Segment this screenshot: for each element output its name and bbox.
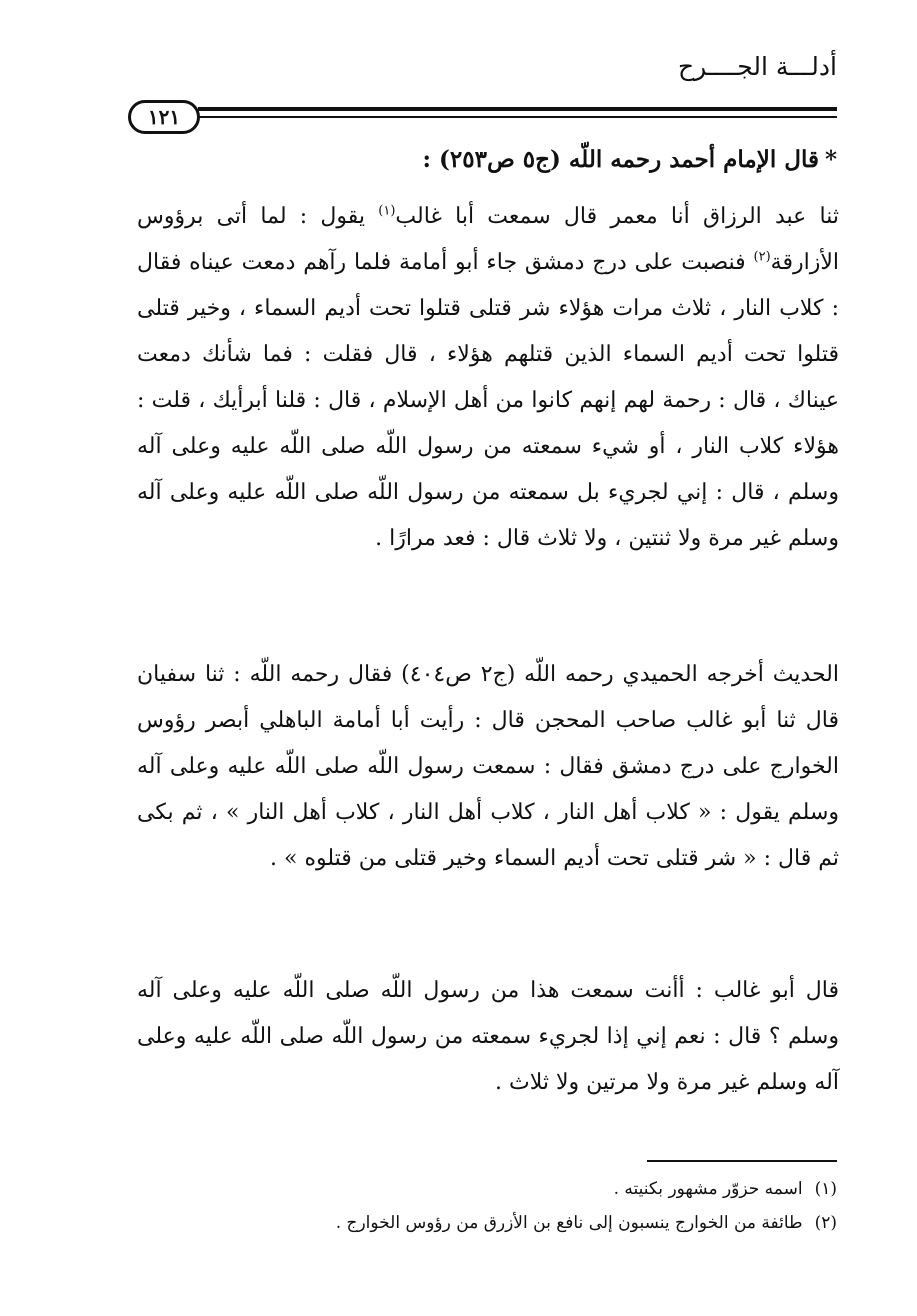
footnote-separator [647, 1160, 837, 1162]
footnote-1 [117, 1172, 837, 1206]
footnote-ref-2: (٢) [753, 249, 771, 265]
footnote-1-text: اسمه حزوّر مشهور بكنيته . [613, 1179, 803, 1199]
page-number: ١٢١ [128, 100, 200, 134]
paragraph-2: الحديث أخرجه الحميدي رحمه اللّه (ج٢ ص٤٠٤) فقال رحمه اللّه : ثنا سفيان قال ثنا أبو غالب صاحب المحجن قال : رأيت أبا أمامة الباهلي أبصر رؤوس الخوارج على درج دمشق فقال : سمعت رسول اللّه صلى اللّه عليه وعلى آله وسلم يقول : « كلاب أهل النار ، كلاب أهل النار ، كلاب أهل النار » ، ثم بكى ثم قال : « شر قتلى تحت أديم السماء وخير قتلى من قتلوه » . [137, 662, 839, 871]
paragraph-3: قال أبو غالب : أأنت سمعت هذا من رسول اللّه صلى اللّه عليه وعلى آله وسلم ؟ قال : نعم إني إذا لجريء سمعته من رسول اللّه صلى اللّه عليه وعلى آله وسلم غير مرة ولا مرتين ولا ثلاث . [137, 978, 839, 1095]
footnote-ref-1: (١) [378, 203, 396, 219]
paragraph-1-text-b: يقول : لما أتى برؤوس الأزارقة [137, 204, 839, 275]
running-header-title: أدلـــة الجــــرح [678, 52, 837, 81]
footnote-2-text: طائفة من الخوارج ينسبون إلى نافع بن الأزرق من رؤوس الخوارج . [335, 1213, 803, 1233]
header-rule-thin [198, 116, 837, 118]
footnote-2-mark: (٢) [814, 1213, 837, 1233]
star-bullet: * [824, 146, 837, 173]
footnotes [117, 1172, 837, 1240]
paragraph-1-text-c: فنصبت على درج دمشق جاء أبو أمامة فلما رآهم دمعت عيناه فقال : كلاب النار ، ثلاث مرات هؤلاء شر قتلى قتلوا تحت أديم السماء ، وخير قتلى قتلوا تحت أديم السماء الذين قتلهم هؤلاء ، قال فقلت : فما شأنك دمعت عيناك ، قال : رحمة لهم إنهم كانوا من أهل الإسلام ، قال : قلنا أبرأيك ، قلت : هؤلاء كلاب النار ، أو شيء سمعته من رسول اللّه صلى اللّه عليه وعلى آله وسلم ، قال : إني لجريء بل سمعته من رسول اللّه صلى اللّه عليه وعلى آله وسلم غير مرة ولا ثنتين ، ولا ثلاث قال : فعد مرارًا . [137, 250, 839, 551]
section-heading-text: قال الإمام أحمد رحمه اللّه (ج٥ ص٢٥٣) : [422, 146, 819, 173]
section-heading [117, 140, 837, 180]
paragraph-1 [137, 194, 839, 562]
paragraph-1-text-a: ثنا عبد الرزاق أنا معمر قال سمعت أبا غالب [395, 204, 840, 229]
footnote-1-mark: (١) [814, 1179, 837, 1199]
header-rule [198, 107, 837, 111]
footnote-2 [117, 1206, 837, 1240]
